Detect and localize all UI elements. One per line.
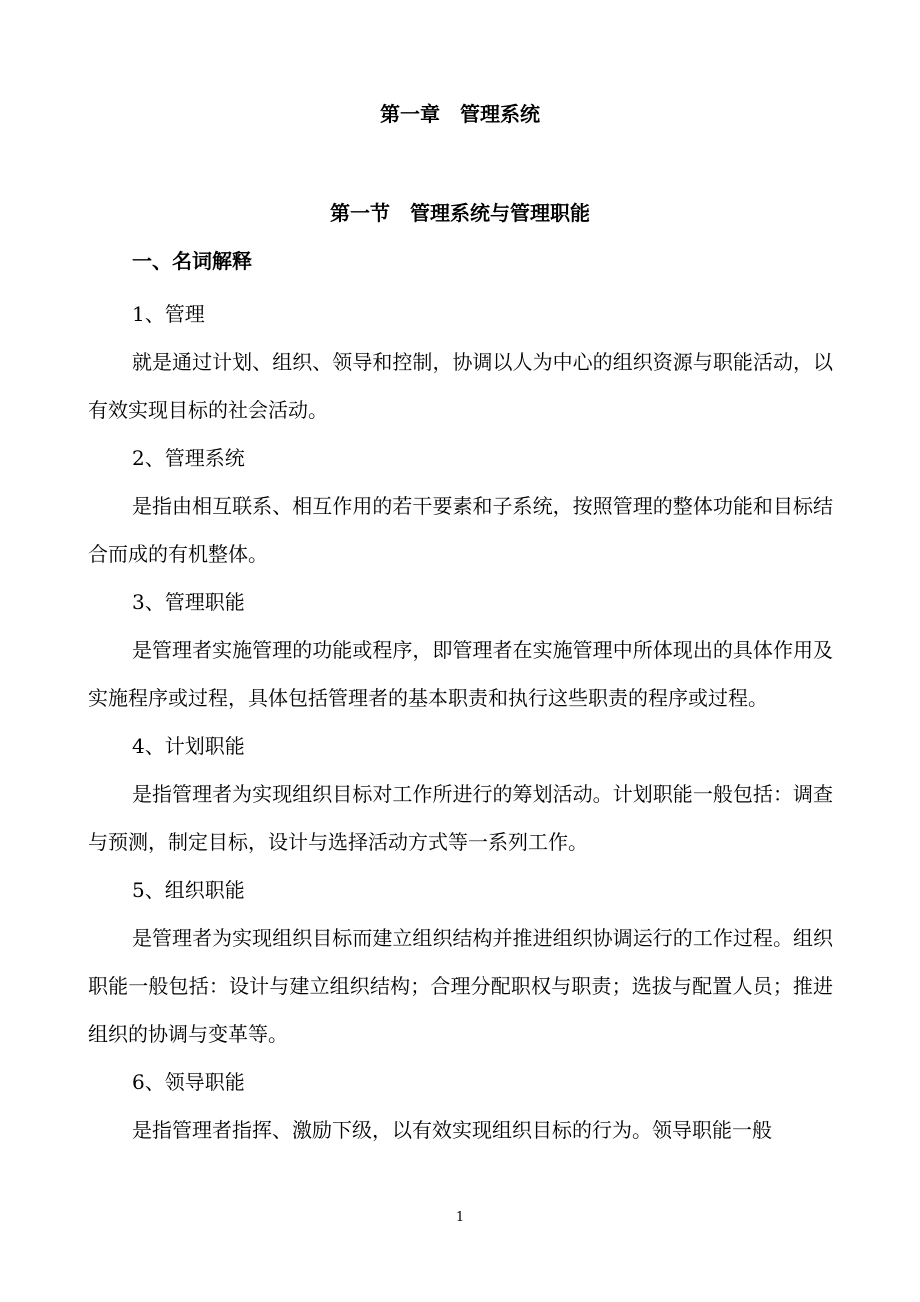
term-title: 6、领导职能 <box>132 1070 245 1094</box>
term-title: 2、管理系统 <box>132 446 245 470</box>
section-title: 第一节 管理系统与管理职能 <box>330 201 590 225</box>
term-definition: 是指由相互联系、相互作用的若干要素和子系统，按照管理的整体功能和目标结合而成的有机整体。 <box>88 494 833 566</box>
document-body <box>88 290 833 1154</box>
term-definition: 是管理者为实现组织目标而建立组织结构并推进组织协调运行的工作过程。组织职能一般包括：设计与建立组织结构；合理分配职权与职责；选拔与配置人员；推进组织的协调与变革等。 <box>88 926 833 1046</box>
term-title: 4、计划职能 <box>132 734 245 758</box>
term-definition: 是指管理者为实现组织目标对工作所进行的筹划活动。计划职能一般包括：调查与预测，制定目标，设计与选择活动方式等一系列工作。 <box>88 782 833 854</box>
term-definition: 是管理者实施管理的功能或程序，即管理者在实施管理中所体现出的具体作用及实施程序或过程，具体包括管理者的基本职责和执行这些职责的程序或过程。 <box>88 638 833 710</box>
term-definition: 是指管理者指挥、激励下级，以有效实现组织目标的行为。领导职能一般 <box>132 1118 772 1142</box>
term-definition: 就是通过计划、组织、领导和控制，协调以人为中心的组织资源与职能活动，以有效实现目标的社会活动。 <box>88 350 833 422</box>
chapter-title: 第一章 管理系统 <box>380 102 540 126</box>
page-number: 1 <box>455 1210 465 1225</box>
term-title: 3、管理职能 <box>132 590 245 614</box>
heading-term-definitions: 一、名词解释 <box>132 249 252 273</box>
term-title: 1、管理 <box>132 302 205 326</box>
term-title: 5、组织职能 <box>132 878 245 902</box>
